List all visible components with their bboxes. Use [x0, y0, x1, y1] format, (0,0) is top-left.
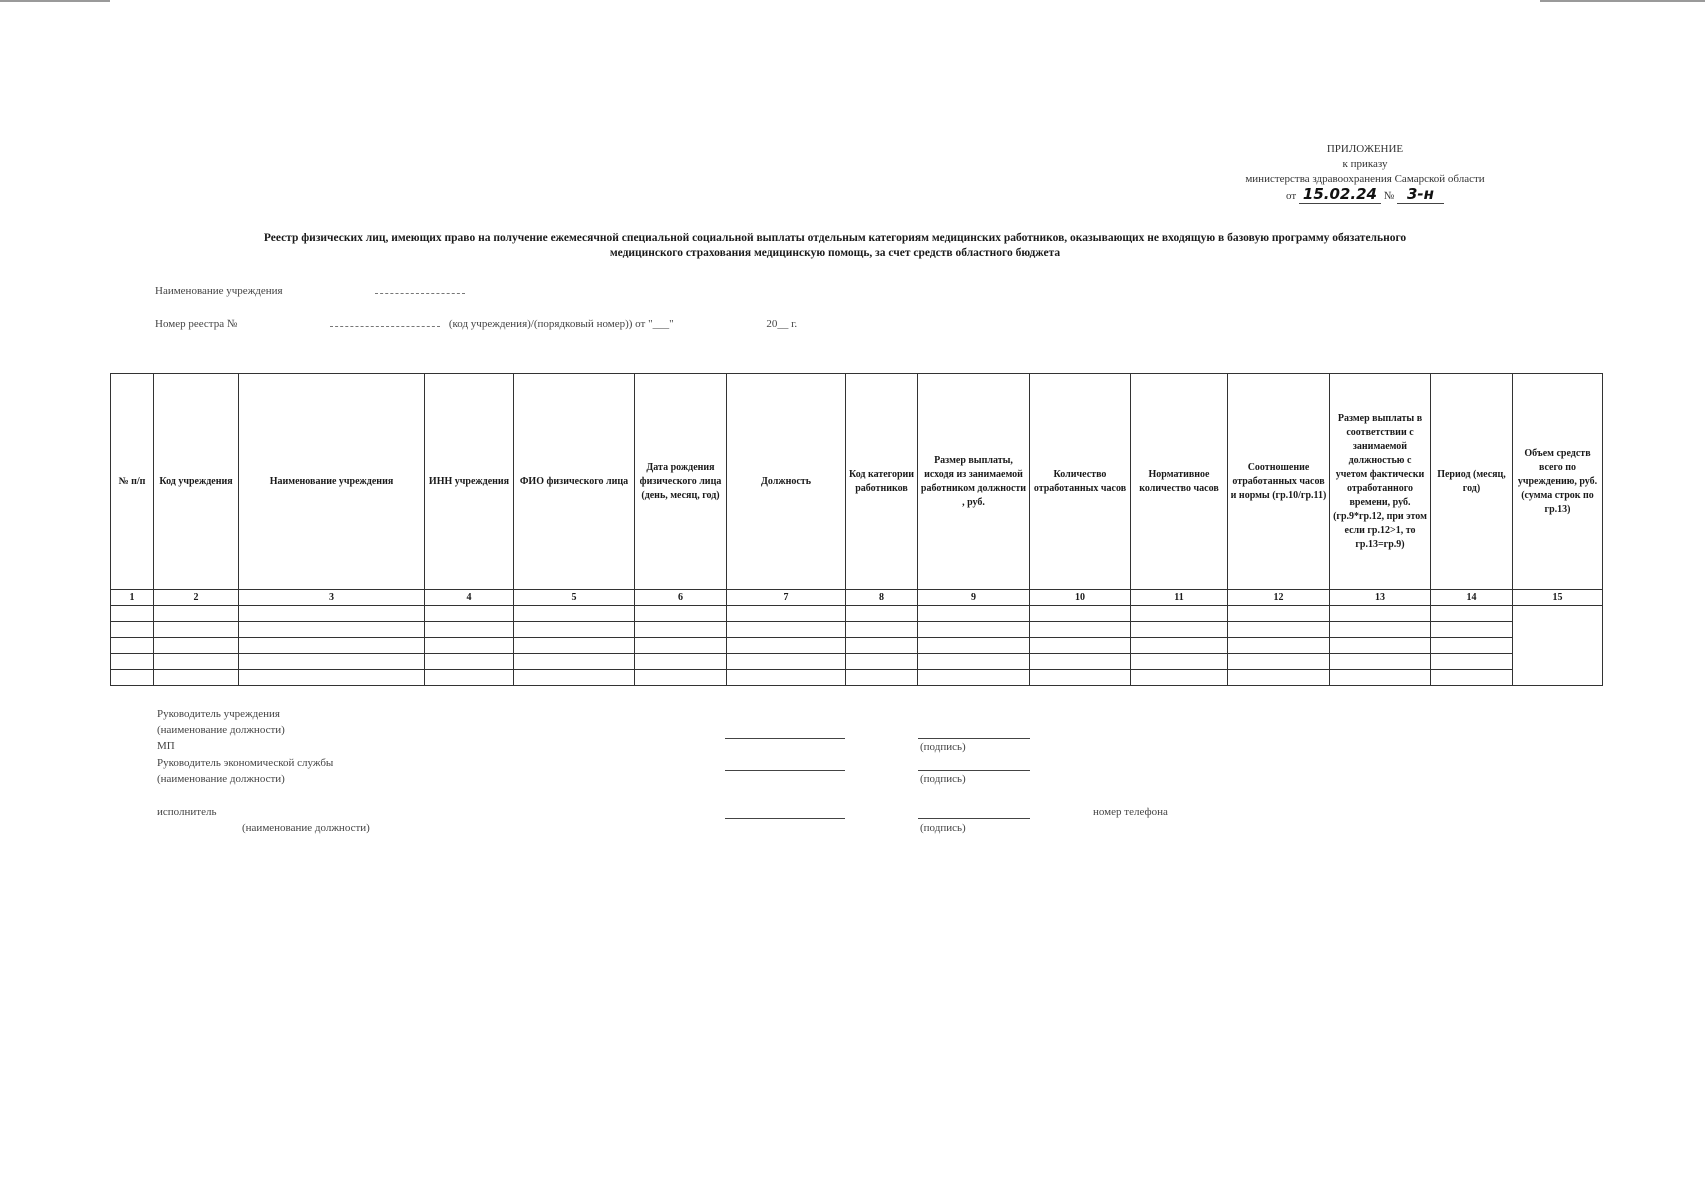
position-label-3: (наименование должности) [242, 822, 370, 834]
appendix-title: ПРИЛОЖЕНИЕ [1326, 143, 1404, 155]
empty-cell [1431, 670, 1513, 686]
table-row [111, 622, 1603, 638]
empty-cell [1330, 654, 1431, 670]
registry-table [110, 373, 1603, 686]
table-row [111, 670, 1603, 686]
institution-label: Наименование учреждения [155, 285, 283, 297]
empty-cell [918, 622, 1030, 638]
table-row [111, 638, 1603, 654]
registry-label: Номер реестра № [155, 318, 238, 330]
column-number: 4 [425, 590, 514, 606]
empty-cell [1131, 622, 1228, 638]
signature-label-1: (подпись) [920, 741, 966, 753]
signature-label-3: (подпись) [920, 822, 966, 834]
empty-cell [239, 654, 425, 670]
empty-cell [111, 670, 154, 686]
empty-cell [1431, 654, 1513, 670]
empty-cell [239, 622, 425, 638]
executor-position-line [725, 818, 845, 819]
empty-cell [1030, 654, 1131, 670]
empty-cell [425, 654, 514, 670]
registry-blank [330, 326, 440, 327]
empty-cell [846, 654, 918, 670]
registry-year: 20__ г. [766, 318, 798, 330]
total-cell [1513, 606, 1603, 686]
empty-cell [154, 670, 239, 686]
column-number: 1 [111, 590, 154, 606]
empty-cell [1431, 622, 1513, 638]
position-label-2: (наименование должности) [157, 773, 285, 785]
empty-cell [846, 638, 918, 654]
table-row [111, 606, 1603, 622]
column-number: 15 [1513, 590, 1603, 606]
empty-cell [425, 670, 514, 686]
header-cell: Код учреждения [154, 374, 239, 590]
empty-cell [635, 622, 727, 638]
header-cell: ФИО физического лица [514, 374, 635, 590]
empty-cell [111, 638, 154, 654]
appendix-block [1180, 142, 1550, 204]
header-cell: Соотношение отработанных часов и нормы (гр.10/гр.11) [1228, 374, 1330, 590]
scan-edge-left [0, 0, 110, 2]
header-cell: Код категории работников [846, 374, 918, 590]
head-position-line [725, 738, 845, 739]
appendix-date-line [1180, 187, 1550, 204]
empty-cell [846, 606, 918, 622]
title-line-1: Реестр физических лиц, имеющих право на получение ежемесячной специальной социальной выплаты отдельным категориям медицинских работников, оказывающих не входящую в базовую программу обязательного [263, 232, 1407, 244]
empty-cell [727, 654, 846, 670]
executor-label: исполнитель [157, 806, 217, 818]
appendix-order-ref: к приказу [1342, 158, 1388, 170]
column-number: 14 [1431, 590, 1513, 606]
column-number: 11 [1131, 590, 1228, 606]
econ-label: Руководитель экономической службы [157, 757, 334, 769]
empty-cell [111, 606, 154, 622]
empty-cell [239, 638, 425, 654]
econ-position-line [725, 770, 845, 771]
column-number: 12 [1228, 590, 1330, 606]
header-cell: Период (месяц, год) [1431, 374, 1513, 590]
empty-cell [425, 622, 514, 638]
empty-cell [514, 638, 635, 654]
empty-cell [514, 622, 635, 638]
title-line-2: медицинского страхования медицинскую помощь, за счет средств областного бюджета [609, 247, 1061, 259]
empty-cell [727, 638, 846, 654]
empty-cell [635, 654, 727, 670]
order-date: 15.02.24 [1299, 185, 1381, 204]
empty-cell [154, 654, 239, 670]
phone-label: номер телефона [1093, 806, 1168, 818]
order-number: 3-н [1397, 185, 1444, 204]
empty-cell [1228, 606, 1330, 622]
empty-cell [918, 606, 1030, 622]
empty-cell [1030, 638, 1131, 654]
header-cell: Количество отработанных часов [1030, 374, 1131, 590]
empty-cell [1431, 606, 1513, 622]
header-cell: Размер выплаты в соответствии с занимаемой должностью с учетом фактически отработанного времени, руб. (гр.9*гр.12, при этом если гр.12>1, то гр.13=гр.9) [1330, 374, 1431, 590]
empty-cell [514, 670, 635, 686]
position-label-1: (наименование должности) [157, 724, 285, 736]
registry-hint: (код учреждения)/(порядковый номер)) от "___" [448, 318, 674, 330]
empty-cell [1131, 670, 1228, 686]
head-label: Руководитель учреждения [157, 708, 280, 720]
column-number: 10 [1030, 590, 1131, 606]
empty-cell [514, 606, 635, 622]
empty-cell [918, 654, 1030, 670]
column-number-row [111, 590, 1603, 606]
column-number: 13 [1330, 590, 1431, 606]
appendix-ministry: министерства здравоохранения Самарской области [1245, 173, 1485, 185]
column-number: 8 [846, 590, 918, 606]
empty-cell [111, 622, 154, 638]
header-cell: Дата рождения физического лица (день, месяц, год) [635, 374, 727, 590]
header-cell: ИНН учреждения [425, 374, 514, 590]
empty-cell [727, 606, 846, 622]
executor-signature-line [918, 818, 1030, 819]
empty-cell [635, 670, 727, 686]
empty-cell [1030, 670, 1131, 686]
empty-cell [1228, 670, 1330, 686]
header-cell: Размер выплаты, исходя из занимаемой работником должности , руб. [918, 374, 1030, 590]
institution-field [155, 285, 465, 297]
empty-cell [1330, 622, 1431, 638]
number-label: № [1383, 190, 1395, 202]
empty-cell [154, 606, 239, 622]
head-signature-line [918, 738, 1030, 739]
institution-blank [375, 293, 465, 294]
empty-cell [1431, 638, 1513, 654]
empty-cell [1330, 638, 1431, 654]
from-label: от [1286, 190, 1297, 202]
header-cell: Должность [727, 374, 846, 590]
empty-cell [918, 670, 1030, 686]
column-number: 9 [918, 590, 1030, 606]
header-cell: № п/п [111, 374, 154, 590]
column-number: 7 [727, 590, 846, 606]
econ-signature-line [918, 770, 1030, 771]
empty-cell [846, 670, 918, 686]
table-row [111, 654, 1603, 670]
empty-cell [635, 606, 727, 622]
empty-cell [425, 638, 514, 654]
empty-cell [154, 638, 239, 654]
column-number: 3 [239, 590, 425, 606]
empty-cell [727, 670, 846, 686]
empty-cell [1330, 670, 1431, 686]
empty-cell [1030, 606, 1131, 622]
empty-cell [918, 638, 1030, 654]
column-number: 6 [635, 590, 727, 606]
document-title [140, 231, 1530, 261]
empty-cell [1330, 606, 1431, 622]
empty-cell [425, 606, 514, 622]
header-cell: Объем средств всего по учреждению, руб. (сумма строк по гр.13) [1513, 374, 1603, 590]
empty-cell [1030, 622, 1131, 638]
header-row [111, 374, 1603, 590]
empty-cell [111, 654, 154, 670]
column-number: 2 [154, 590, 239, 606]
header-cell: Наименование учреждения [239, 374, 425, 590]
registry-field [155, 318, 797, 330]
empty-cell [1228, 654, 1330, 670]
empty-cell [239, 670, 425, 686]
empty-cell [154, 622, 239, 638]
empty-cell [727, 622, 846, 638]
header-cell: Нормативное количество часов [1131, 374, 1228, 590]
empty-cell [239, 606, 425, 622]
empty-cell [514, 654, 635, 670]
stamp-label: МП [157, 740, 175, 752]
empty-cell [1131, 638, 1228, 654]
empty-cell [1228, 638, 1330, 654]
column-number: 5 [514, 590, 635, 606]
empty-cell [1131, 654, 1228, 670]
scan-edge-right [1540, 0, 1705, 2]
empty-cell [1228, 622, 1330, 638]
empty-cell [1131, 606, 1228, 622]
signature-label-2: (подпись) [920, 773, 966, 785]
empty-cell [635, 638, 727, 654]
empty-cell [846, 622, 918, 638]
